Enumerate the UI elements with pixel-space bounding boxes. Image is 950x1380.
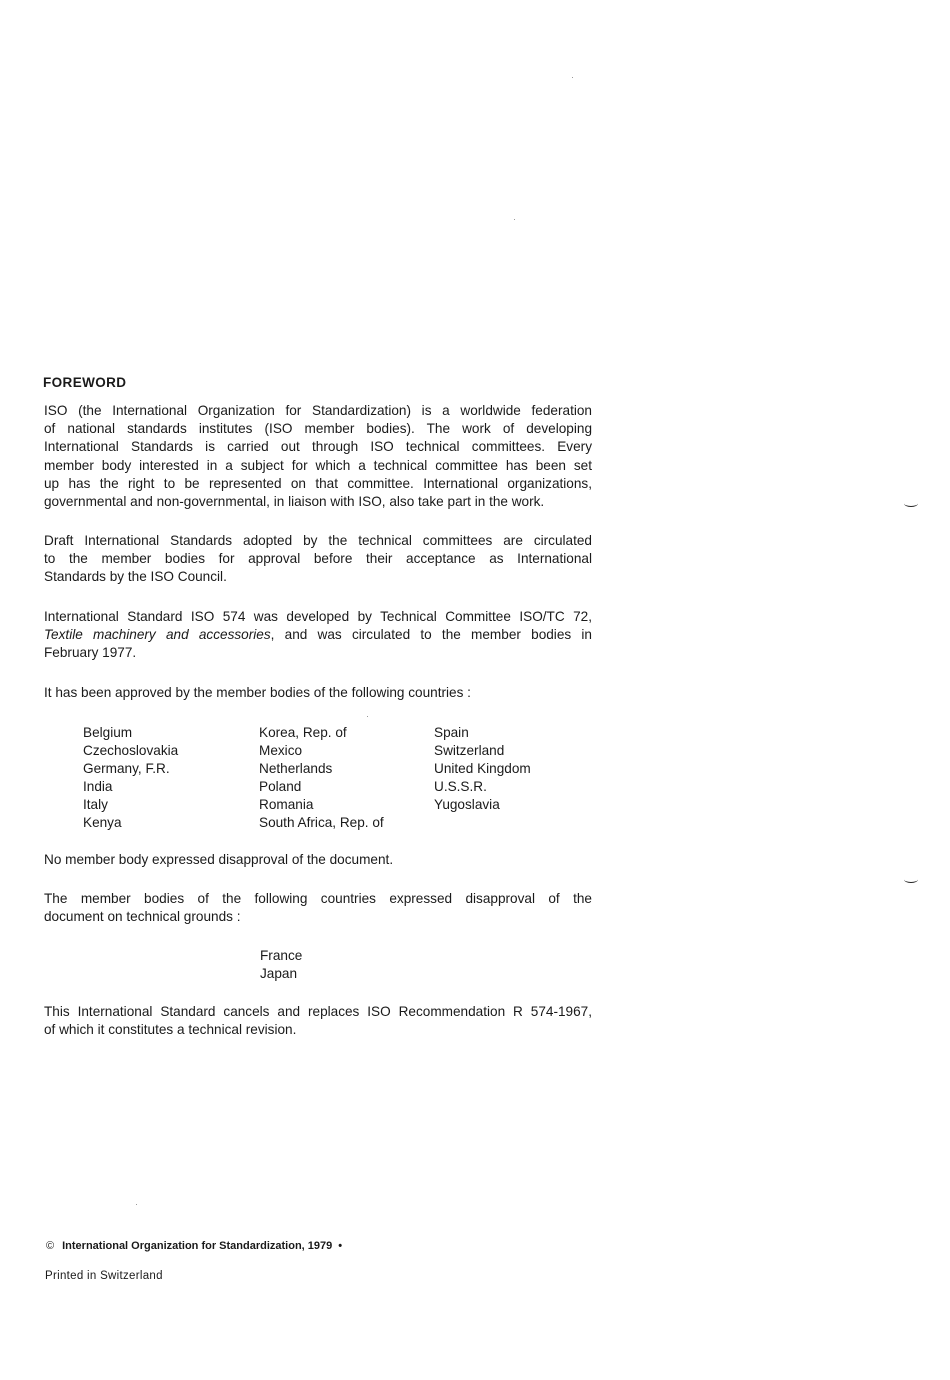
country-item: Netherlands — [259, 761, 333, 776]
country-item: Italy — [83, 797, 108, 812]
text-line: to the member bodies for approval before their acceptance as International — [44, 551, 592, 567]
text-line: member body interested in a subject for which a technical committee has been set — [44, 457, 592, 473]
text-line: International Standards is carried out through ISO technical committees. Every — [44, 439, 592, 455]
text-line: No member body expressed disapproval of the document. — [44, 852, 394, 867]
copyright-text: International Organization for Standardization, 1979 — [62, 1240, 333, 1252]
committee-title: Textile machinery and accessories — [44, 627, 271, 643]
text-line: Draft International Standards adopted by the technical committees are circulated — [44, 533, 592, 548]
country-item: Japan — [260, 966, 298, 981]
scan-speck — [572, 77, 573, 78]
foreword-paragraph-approval — [44, 684, 592, 702]
foreword-paragraph-iso-intro — [44, 402, 592, 511]
text-line: International Standard ISO 574 was developed by Technical Committee ISO/TC 72, — [44, 609, 592, 624]
countries-column-3 — [434, 724, 531, 814]
countries-column-1 — [83, 724, 178, 832]
text-line: ISO (the International Organization for Standardization) is a worldwide federation — [44, 403, 592, 418]
copyright-line — [46, 1240, 342, 1252]
scan-speck — [514, 219, 515, 220]
country-item: Switzerland — [434, 743, 505, 758]
bullet-icon: • — [338, 1240, 343, 1252]
country-item: Korea, Rep. of — [259, 725, 347, 740]
copyright-icon: © — [46, 1240, 55, 1252]
text-line: The member bodies of the following countries expressed disapproval of the — [44, 891, 592, 906]
text-line: of national standards institutes (ISO member bodies). The work of developing — [44, 421, 592, 437]
foreword-paragraph-replacement — [44, 1003, 592, 1039]
disapproving-countries-list — [260, 947, 302, 983]
margin-change-bar — [904, 500, 918, 507]
country-item: Romania — [259, 797, 314, 812]
foreword-paragraph-no-disapproval — [44, 851, 592, 869]
text-line: of which it constitutes a technical revision. — [44, 1022, 297, 1038]
scan-speck — [367, 716, 368, 717]
country-item: France — [260, 948, 303, 963]
margin-change-bar — [904, 876, 918, 883]
countries-column-2 — [259, 724, 384, 832]
country-item: Kenya — [83, 815, 122, 830]
text-fragment: , and was circulated to the member bodies in — [270, 627, 592, 643]
printed-in-label: Printed in Switzerland — [45, 1270, 163, 1282]
foreword-paragraph-disapproval — [44, 890, 592, 926]
country-item: U.S.S.R. — [434, 779, 487, 794]
foreword-paragraph-development — [44, 608, 592, 663]
country-item: India — [83, 779, 113, 794]
text-line — [44, 626, 592, 644]
foreword-heading: FOREWORD — [43, 375, 127, 390]
country-item: Spain — [434, 725, 469, 740]
scan-speck — [136, 1204, 137, 1205]
country-item: Poland — [259, 779, 302, 794]
country-item: Germany, F.R. — [83, 761, 170, 776]
foreword-paragraph-drafts — [44, 532, 592, 587]
text-line: up has the right to be represented on that committee. International organizations, — [44, 475, 592, 491]
text-line: governmental and non-governmental, in liaison with ISO, also take part in the work. — [44, 494, 545, 510]
text-line: document on technical grounds : — [44, 909, 241, 925]
country-item: South Africa, Rep. of — [259, 815, 384, 830]
text-line: Standards by the ISO Council. — [44, 569, 227, 585]
country-item: United Kingdom — [434, 761, 531, 776]
country-item: Yugoslavia — [434, 797, 500, 812]
text-line: It has been approved by the member bodies of the following countries : — [44, 685, 471, 700]
country-item: Czechoslovakia — [83, 743, 179, 758]
country-item: Belgium — [83, 725, 133, 740]
text-line: This International Standard cancels and replaces ISO Recommendation R 574-1967, — [44, 1004, 592, 1019]
country-item: Mexico — [259, 743, 303, 758]
text-line: February 1977. — [44, 645, 137, 661]
